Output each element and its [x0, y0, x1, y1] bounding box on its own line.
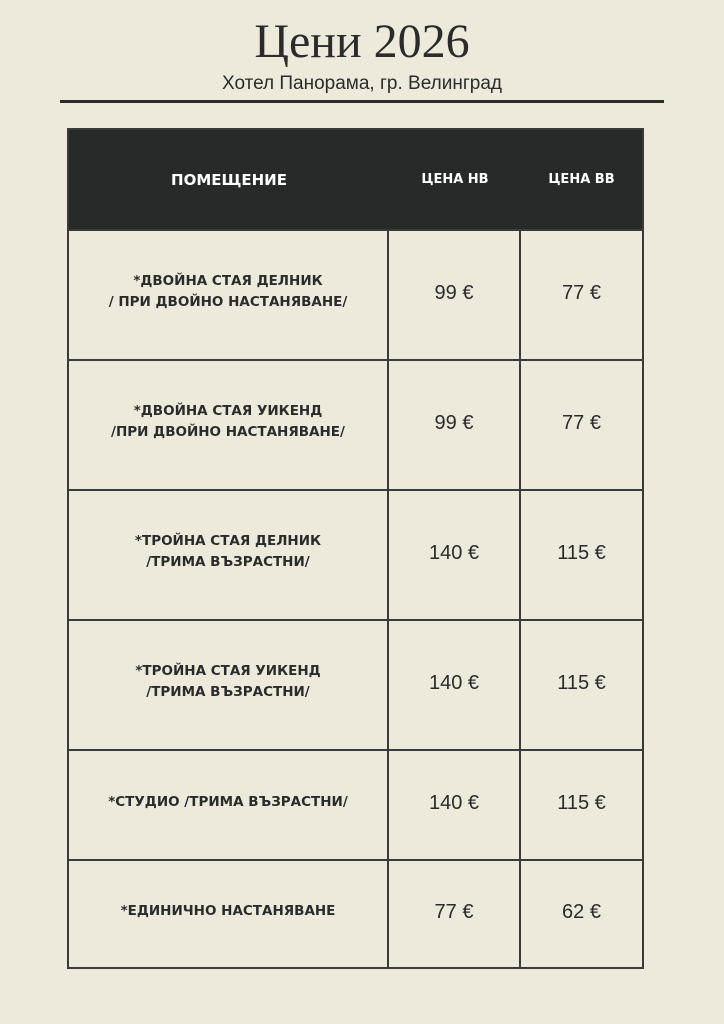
column-header-price-nv: ЦЕНА НВ	[421, 172, 489, 187]
column-header-price-vv: ЦЕНА ВВ	[548, 172, 615, 187]
price-nv-cell: 140 €	[389, 491, 521, 619]
table-row	[69, 229, 642, 359]
price-vv-cell: 115 €	[557, 671, 606, 694]
price-nv-cell: 99 €	[389, 231, 521, 359]
room-cell: *ЕДИНИЧНО НАСТАНЯВАНЕ	[69, 861, 389, 967]
title-divider	[60, 100, 664, 103]
room-cell: *СТУДИО /ТРИМА ВЪЗРАСТНИ/	[69, 751, 389, 859]
column-header-room: ПОМЕЩЕНИЕ	[171, 170, 287, 189]
table-row	[69, 489, 642, 619]
price-vv-cell: 115 €	[557, 541, 606, 564]
price-nv-cell: 77 €	[389, 861, 521, 967]
price-table	[67, 128, 644, 969]
room-cell: *ДВОЙНА СТАЯ УИКЕНД /ПРИ ДВОЙНО НАСТАНЯВАНЕ/	[69, 361, 389, 489]
page-title: Цени 2026	[254, 15, 470, 68]
table-row	[69, 619, 642, 749]
price-vv-cell: 77 €	[562, 281, 601, 304]
table-row	[69, 359, 642, 489]
page-subtitle: Хотел Панорама, гр. Велинград	[221, 73, 502, 94]
table-row	[69, 859, 642, 967]
price-nv-cell: 99 €	[389, 361, 521, 489]
room-cell: *ДВОЙНА СТАЯ ДЕЛНИК / ПРИ ДВОЙНО НАСТАНЯВАНЕ/	[69, 231, 389, 359]
room-cell: *ТРОЙНА СТАЯ ДЕЛНИК /ТРИМА ВЪЗРАСТНИ/	[69, 491, 389, 619]
price-nv-cell: 140 €	[389, 751, 521, 859]
price-vv-cell: 115 €	[557, 791, 606, 814]
room-cell: *ТРОЙНА СТАЯ УИКЕНД /ТРИМА ВЪЗРАСТНИ/	[69, 621, 389, 749]
price-vv-cell: 62 €	[562, 900, 601, 923]
table-header	[69, 130, 642, 229]
price-nv-cell: 140 €	[389, 621, 521, 749]
table-row	[69, 749, 642, 859]
price-vv-cell: 77 €	[562, 411, 601, 434]
